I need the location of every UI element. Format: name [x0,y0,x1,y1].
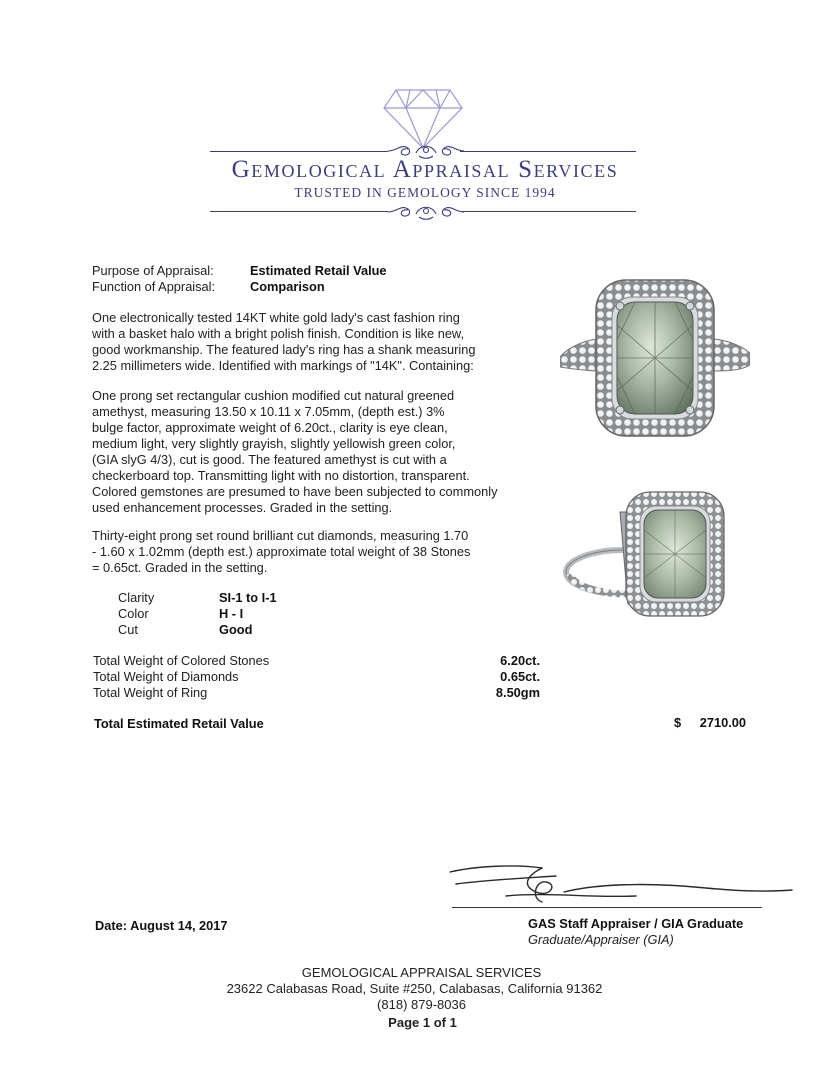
function-value: Comparison [250,279,325,294]
colored-stones-weight-label: Total Weight of Colored Stones [93,653,270,668]
description-line: with a basket halo with a bright polish finish. Condition is like new, [92,326,465,341]
footer-phone: (818) 879-8036 [377,997,466,1012]
color-value: H - I [219,606,244,621]
function-label: Function of Appraisal: [92,279,216,294]
purpose-label: Purpose of Appraisal: [92,263,214,278]
ring-angled-view-photo [562,482,752,627]
appraisal-date: Date: August 14, 2017 [95,918,228,933]
footer-address: 23622 Calabasas Road, Suite #250, Calabasas, California 91362 [226,981,603,996]
clarity-value: SI-1 to I-1 [219,590,277,605]
appraiser-title: GAS Staff Appraiser / GIA Graduate [528,916,744,931]
description-line: bulge factor, approximate weight of 6.20ct., clarity is eye clean, [92,420,448,435]
description-line: checkerboard top. Transmitting light with no distortion, transparent. [92,468,470,483]
logo-bottom-rule-left [210,211,388,212]
appraiser-subtitle: Graduate/Appraiser (GIA) [528,932,674,947]
ring-weight-label: Total Weight of Ring [93,685,208,700]
description-line: = 0.65ct. Graded in the setting. [92,560,268,575]
scroll-ornament-bottom-icon [386,202,466,222]
cut-value: Good [219,622,253,637]
logo-top-rule-right [460,151,636,152]
purpose-value: Estimated Retail Value [250,263,387,278]
description-line: One electronically tested 14KT white gold lady's cast fashion ring [92,310,460,325]
signature-line [452,907,762,908]
clarity-label: Clarity [118,590,155,605]
page-number: Page 1 of 1 [388,1015,457,1030]
diamonds-weight-label: Total Weight of Diamonds [93,669,239,684]
colored-stones-weight-value: 6.20ct. [500,653,540,668]
description-line: One prong set rectangular cushion modified cut natural greened [92,388,455,403]
total-value-label: Total Estimated Retail Value [94,716,264,731]
description-line: good workmanship. The featured lady's ring has a shank measuring [92,342,476,357]
amethyst-description-paragraph [92,388,530,516]
description-line: - 1.60 x 1.02mm (depth est.) approximate total weight of 38 Stones [92,544,471,559]
description-line: amethyst, measuring 13.50 x 10.11 x 7.05mm, (depth est.) 3% [92,404,445,419]
appraiser-signature [446,862,796,912]
description-line: used enhancement processes. Graded in the setting. [92,500,393,515]
diamond-description-paragraph [92,528,530,576]
total-currency-symbol: $ [674,715,682,730]
ring-top-view-photo [560,265,750,450]
logo-bottom-rule-right [460,211,636,212]
company-name-logo: Gemological Appraisal Services [231,156,619,183]
ring-weight-value: 8.50gm [495,685,540,700]
cut-label: Cut [118,622,138,637]
diamonds-weight-value: 0.65ct. [500,669,540,684]
total-value-amount: 2710.00 [699,715,746,730]
description-line: 2.25 millimeters wide. Identified with markings of "14K". Containing: [92,358,474,373]
footer-company-name: GEMOLOGICAL APPRAISAL SERVICES [301,965,542,980]
description-line: medium light, very slightly grayish, slightly yellowish green color, [92,436,456,451]
color-label: Color [118,606,149,621]
logo-top-rule-left [210,151,388,152]
ring-description-paragraph [92,310,530,374]
description-line: Thirty-eight prong set round brilliant cut diamonds, measuring 1.70 [92,528,469,543]
description-line: Colored gemstones are presumed to have been subjected to commonly [92,484,498,499]
description-line: (GIA slyG 4/3), cut is good. The featured amethyst is cut with a [92,452,447,467]
company-tagline: TRUSTED IN GEMOLOGY SINCE 1994 [294,185,556,200]
